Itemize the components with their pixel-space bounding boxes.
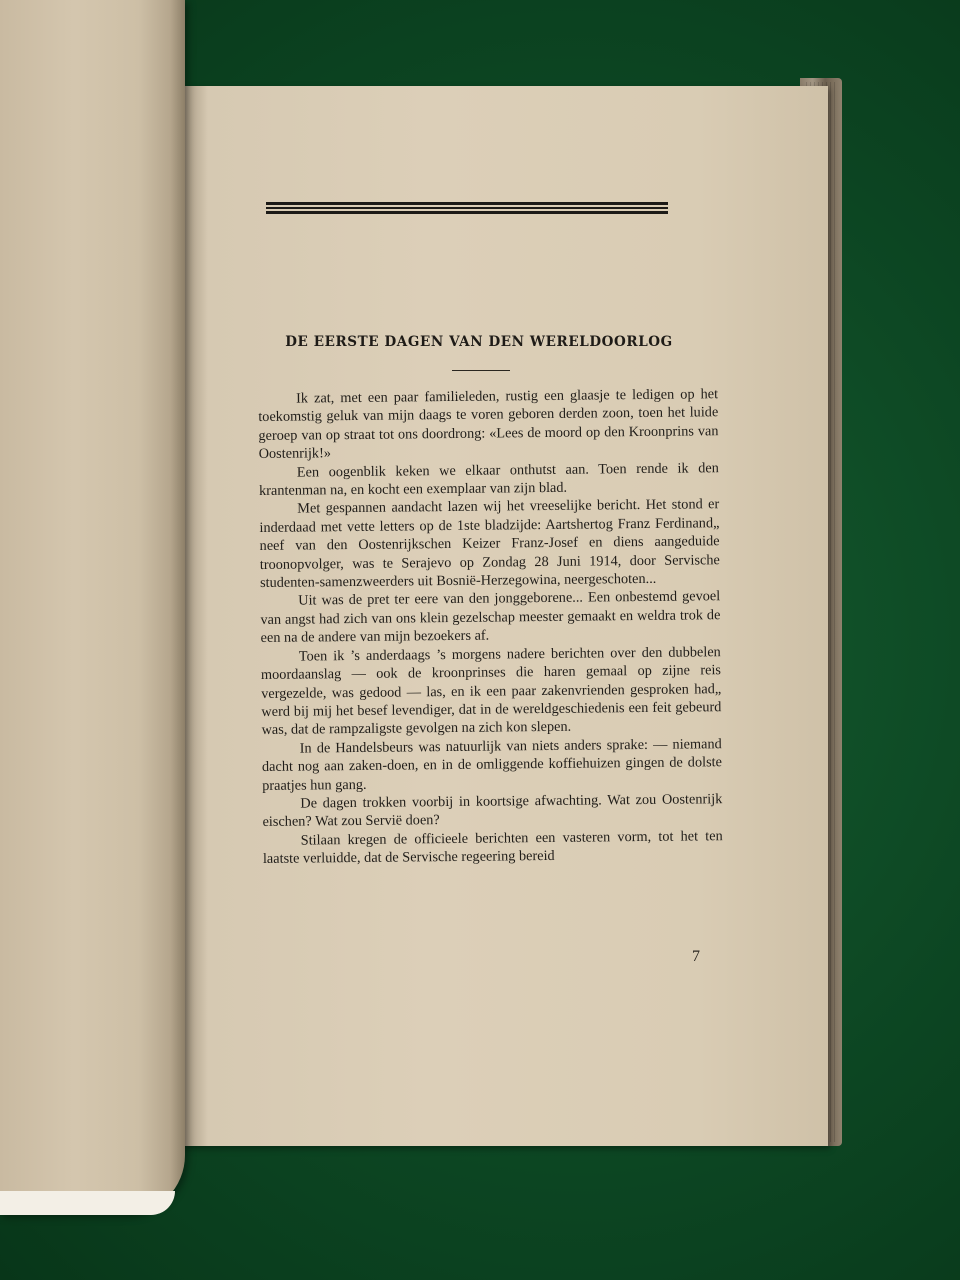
- header-rule-line: [266, 211, 668, 214]
- page-number: 7: [692, 948, 700, 965]
- chapter-title: DE EERSTE DAGEN VAN DEN WERELDOORLOG: [285, 334, 673, 350]
- body-paragraph: De dagen trokken voorbij in koortsige afwachting. Wat zou Oostenrijk eischen? Wat zou Servië doen?: [262, 791, 723, 831]
- body-paragraph: In de Handelsbeurs was natuurlijk van niets anders sprake: — niemand dacht nog aan zaken-doen, en in de omliggende koffiehuizen gingen de dolste praatjes hun gang.: [261, 735, 723, 794]
- book-page-left: [0, 0, 185, 1215]
- header-rule-line: [266, 202, 668, 205]
- body-paragraph: Uit was de pret ter eere van den jonggeborene... Een onbestemd gevoel van angst had zich van ons klein gezelschap meester gemaakt en weldra trok de een na de andere van mijn bezoekers af.: [260, 588, 721, 647]
- body-paragraph: Met gespannen aandacht lazen wij het vreeselijke bericht. Het stond er inderdaad met vette letters op de 1ste bladzijde: Aartshertog Franz Ferdinand„ neef van den Oostenrijkschen Keizer Franz-Josef en diens aangeduide troonopvolger, was te Serajevo op Zondag 28 Juni 1914, door Servische studenten-samenzweerders uit Bosnië-Herzegowina, neergeschoten...: [259, 496, 720, 592]
- body-paragraph: Stilaan kregen de officieele berichten een vasteren vorm, tot het ten laatste verluidde, dat de Servische regeering bereid: [262, 827, 723, 868]
- title-separator: [452, 370, 510, 371]
- chapter-body: [258, 385, 723, 868]
- header-rule-line: [266, 207, 668, 209]
- decorative-header-rules: [266, 202, 668, 216]
- body-paragraph: Toen ik ’s anderdaags ’s morgens nadere berichten over den dubbelen moordaanslag — ook de kroonprinses die haren gemaal op zijne reis vergezelde, was gedood — las, en ik een paar zakenvrienden gesproken had„ werd bij mij het besef levendiger, dat in de wereldgeschiedenis een feit gebeurd was, dat de rampzaligste gevolgen na zich kon slepen.: [260, 643, 722, 739]
- body-paragraph: Een oogenblik keken we elkaar onthutst aan. Toen rende ik den krantenman na, en kocht een exemplaar van zijn blad.: [258, 459, 719, 500]
- body-paragraph: Ik zat, met een paar familieleden, rustig een glaasje te ledigen op het toekomstig geluk van mijn daags te voren geboren derden zoon, toen het luide geroep van op straat tot ons doordrong: «Lees de moord op den Kroonprins van Oostenrijk!»: [258, 386, 719, 463]
